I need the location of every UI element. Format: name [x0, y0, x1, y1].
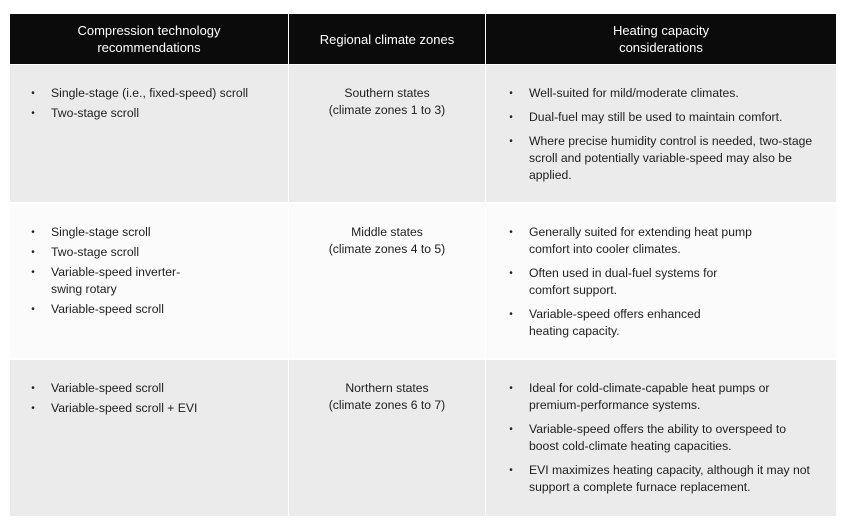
list-item: • Variable-speed scroll + EVI [29, 400, 282, 417]
table-row-southern [10, 65, 836, 204]
bullet-icon: • [509, 227, 513, 238]
header-heating-capacity: Heating capacity considerations [485, 14, 836, 64]
compression-cell [10, 360, 288, 516]
climate-zones: (climate zones 1 to 3) [328, 103, 446, 117]
bullet-icon: • [509, 112, 513, 123]
list-item: • Well-suited for mild/moderate climates. [507, 85, 826, 102]
list-item: • Variable-speed offers enhanced heating capacity. [507, 306, 729, 340]
header-regional-climate-zones: Regional climate zones [288, 14, 485, 64]
bullet-icon: • [509, 136, 513, 147]
considerations-cell [485, 360, 836, 516]
considerations-cell [485, 65, 836, 202]
climate-zones: (climate zones 4 to 5) [328, 242, 446, 256]
list-item: • Two-stage scroll [29, 244, 282, 261]
table-row-northern [10, 360, 836, 518]
list-item: • Often used in dual-fuel systems for comfort support. [507, 265, 739, 299]
list-item: • Variable-speed scroll [29, 301, 282, 318]
climate-zones: (climate zones 6 to 7) [328, 398, 446, 412]
compression-cell [10, 204, 288, 358]
table-header [10, 14, 836, 65]
region-name: Northern states [345, 381, 429, 395]
region-name: Middle states [351, 225, 423, 239]
considerations-list [507, 380, 826, 496]
bullet-icon: • [31, 383, 35, 394]
bullet-icon: • [31, 108, 35, 119]
bullet-icon: • [31, 88, 35, 99]
bullet-icon: • [31, 247, 35, 258]
list-item: • Variable-speed inverter-swing rotary [29, 264, 181, 298]
bullet-icon: • [509, 309, 513, 320]
list-item: • Generally suited for extending heat pump comfort into cooler climates. [507, 224, 769, 258]
compression-list [29, 85, 282, 122]
bullet-icon: • [509, 268, 513, 279]
compression-list [29, 380, 282, 417]
bullet-icon: • [31, 227, 35, 238]
bullet-icon: • [31, 304, 35, 315]
list-item: • Dual-fuel may still be used to maintain comfort. [507, 109, 826, 126]
region-name: Southern states [344, 86, 430, 100]
bullet-icon: • [509, 424, 513, 435]
region-cell [288, 204, 485, 358]
compression-cell [10, 65, 288, 202]
bullet-icon: • [31, 403, 35, 414]
list-item: • Single-stage scroll [29, 224, 282, 241]
list-item: • Ideal for cold-climate-capable heat pumps or premium-performance systems. [507, 380, 794, 414]
region-cell [288, 360, 485, 516]
region-cell [288, 65, 485, 202]
list-item: • Variable-speed scroll [29, 380, 282, 397]
considerations-list [507, 224, 826, 340]
bullet-icon: • [509, 383, 513, 394]
list-item: • Where precise humidity control is needed, two-stage scroll and potentially variable-speed may also be applied. [507, 133, 826, 184]
list-item: • EVI maximizes heating capacity, although it may not support a complete furnace replacement. [507, 462, 826, 496]
list-item: • Single-stage (i.e., fixed-speed) scroll [29, 85, 282, 102]
bullet-icon: • [509, 465, 513, 476]
considerations-list [507, 85, 826, 184]
bullet-icon: • [509, 88, 513, 99]
header-compression-technology: Compression technology recommendations [77, 23, 221, 55]
list-item: • Two-stage scroll [29, 105, 282, 122]
recommendations-table [10, 14, 836, 518]
list-item: • Variable-speed offers the ability to overspeed to boost cold-climate heating capacities. [507, 421, 819, 455]
considerations-cell [485, 204, 836, 358]
table-row-middle [10, 204, 836, 360]
bullet-icon: • [31, 267, 35, 278]
compression-list [29, 224, 282, 318]
